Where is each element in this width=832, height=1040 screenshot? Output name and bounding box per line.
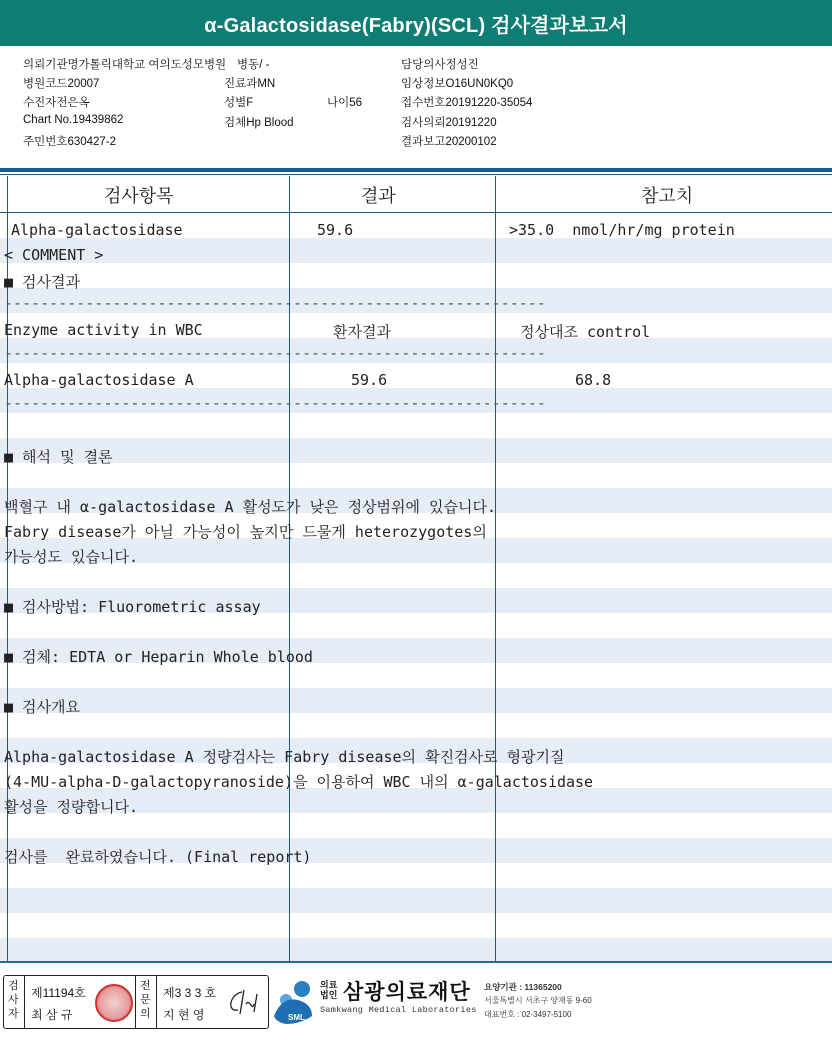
overview-line-1: Alpha-galactosidase A 정량검사는 Fabry disease의 확진검사로 형광기질 [4,748,565,766]
comment-label: < COMMENT > [4,246,104,264]
enzyme-label: Enzyme activity in WBC [4,321,203,339]
info-ward: 병동/ - [237,59,270,71]
interpretation-line-1: 백혈구 내 α-galactosidase A 활성도가 낮은 정상범위에 있습니다. [4,498,497,516]
info-specimen: 검체Hp Blood [224,117,294,129]
sml-logo-text: SML [288,1013,305,1022]
info-receipt-no: 접수번호20191220-35054 [401,97,533,109]
test-item: Alpha-galactosidase [11,221,183,239]
info-chart-no: Chart No.19439862 [23,114,124,126]
examiner-vertical-label: 검사자 [8,980,19,1020]
info-age: 나이56 [327,97,363,109]
col-header-reference: 참고치 [641,186,694,207]
info-report-date: 결과보고20200102 [401,136,497,148]
org-phone: 대표번호 : 02-3497-5100 [484,1010,572,1019]
section-interpretation: ■ 해석 및 결론 [4,448,113,466]
grid-stripe [0,238,832,263]
enzyme-name: Alpha-galactosidase A [4,371,194,389]
examiner-seal [95,984,133,1022]
specialist-license: 제3 3 3 호 [163,986,217,1000]
sign-divider [135,976,136,1028]
report-title: α-Galactosidase(Fabry)(SCL) 검사결과보고서 [0,0,832,46]
footer-rule [0,961,832,963]
test-reference: >35.0 nmol/hr/mg protein [509,221,735,239]
patient-value: 59.6 [351,371,388,389]
org-name: 삼광의료재단 [343,981,471,1004]
specimen-line: ■ 검체: EDTA or Heparin Whole blood [4,648,313,666]
header-rule [0,168,832,172]
info-patient: 수진자전은옥 [23,97,90,109]
info-request-date: 검사의뢰20191220 [401,117,497,129]
interpretation-line-3: 가능성도 있습니다. [4,548,138,566]
header-rule-thin [0,174,832,175]
info-doctor: 담당의사정성진 [401,59,479,71]
dash-divider: ------------------------------------------------------------ [4,294,546,312]
institution-code: 요양기관 : 11365200 [484,982,562,992]
dash-divider: ------------------------------------------------------------ [4,344,546,362]
test-result: 59.6 [317,221,354,239]
specialist-vertical-label: 전문의 [140,980,151,1020]
section-overview: ■ 검사개요 [4,698,81,716]
overview-line-2: (4-MU-alpha-D-galactopyranoside)을 이용하여 WBC 내의 α-galactosidase [4,773,594,791]
specialist-name: 지 현 영 [163,1008,205,1022]
control-value: 68.8 [575,371,612,389]
sign-divider [24,976,25,1028]
dash-divider: ------------------------------------------------------------ [4,394,546,412]
normal-control-label: 정상대조 control [520,323,651,341]
interpretation-line-2: Fabry disease가 아닐 가능성이 높지만 드물게 heterozygotes의 [4,523,487,541]
org-address: 서울특별시 서초구 양재동 9-60 [484,996,592,1005]
info-department: 진료과MN [224,78,276,90]
grid-stripe [0,938,832,961]
header-row-rule [0,212,832,213]
org-type: 의료 법인 [320,980,338,1000]
grid-stripe [0,688,832,713]
examiner-name: 최 삼 규 [31,1008,73,1022]
org-english-name: Samkwang Medical Laboratories [320,1005,477,1015]
section-result: ■ 검사결과 [4,273,81,291]
info-sex: 성별F [224,97,254,109]
final-report-line: 검사를 완료하였습니다. (Final report) [4,848,312,866]
info-hospital: 의뢰기관명가톨릭대학교 여의도성모병원 [23,59,227,71]
method-line: ■ 검사방법: Fluorometric assay [4,598,261,616]
sml-logo-icon [272,978,318,1026]
grid-stripe [0,888,832,913]
overview-line-3: 활성을 정량합니다. [4,798,138,816]
signature [224,986,262,1018]
examiner-license: 제11194호 [31,986,86,1000]
info-hospital-code: 병원코드20007 [23,78,100,90]
signature-box [3,975,269,1029]
sign-divider [156,976,157,1028]
col-header-result: 결과 [361,186,396,207]
info-clinical: 임상정보O16UN0KQ0 [401,78,514,90]
grid-stripe [0,438,832,463]
patient-result-label: 환자결과 [333,323,391,341]
info-resident-no: 주민번호630427-2 [23,136,117,148]
col-header-item: 검사항목 [104,186,174,207]
